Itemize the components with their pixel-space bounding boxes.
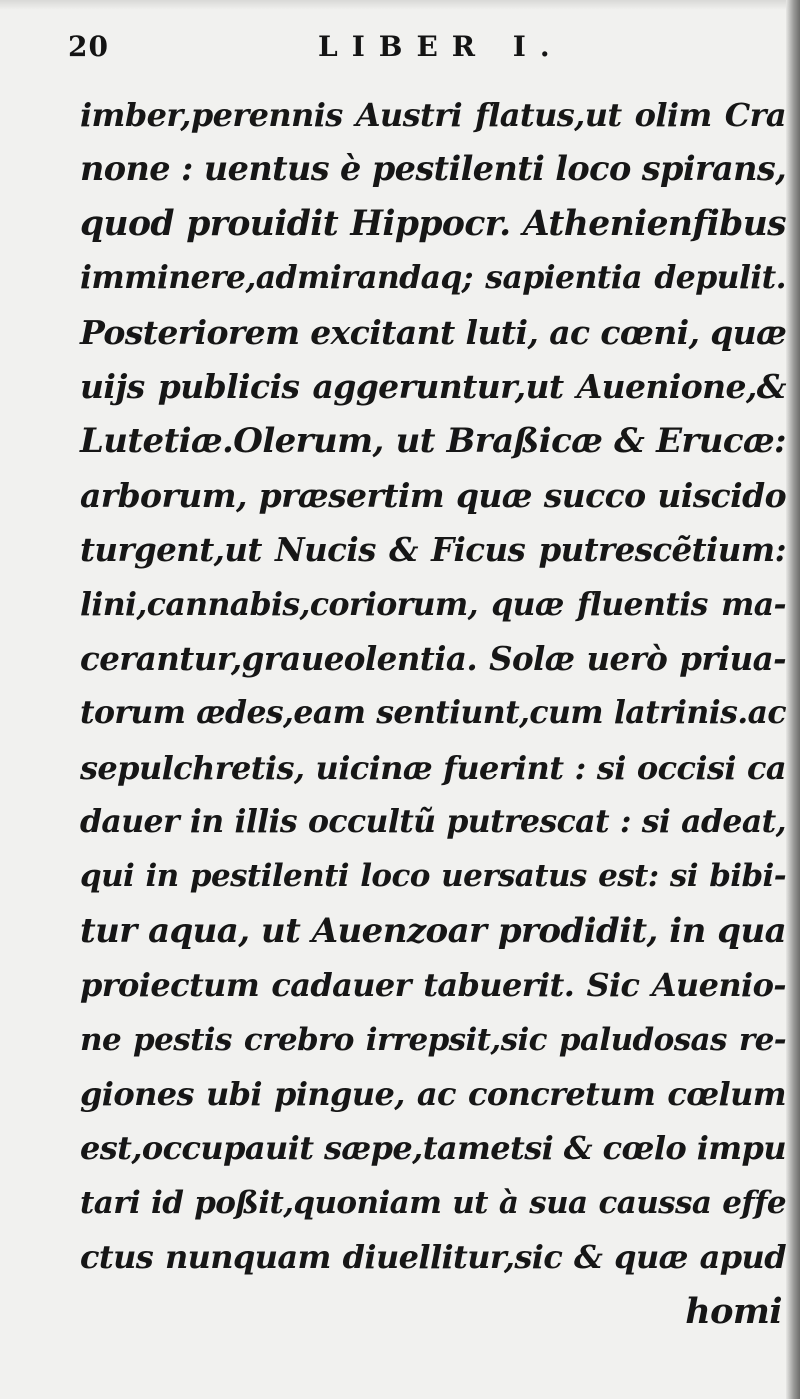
body-text <box>80 88 786 1339</box>
text-line: imminere,admirandaq; sapientia depulit. <box>80 259 786 297</box>
text-line: proiectum cadauer tabuerit. Sic Auenio- <box>80 966 786 1005</box>
text-line: ctus nunquam diuellitur,sic & quæ apud <box>80 1238 786 1277</box>
text-line: sepulchretis, uicinæ fuerint : si occisi ca <box>80 748 786 787</box>
text-line: quod prouidit Hippocr. Athenienfibus <box>80 203 786 244</box>
text-line: tur aqua, ut Auenzoar prodidit, in qua <box>80 910 786 951</box>
text-line: none : uentus è pestilenti loco spirans, <box>80 149 787 189</box>
page-header <box>68 28 588 68</box>
page-gutter-edge <box>786 0 800 1399</box>
text-line: qui in pestilenti loco uersatus est: si bibi- <box>80 858 786 895</box>
text-line: dauer in illis occultũ putrescat : si adeat, <box>80 803 786 841</box>
text-line: turgent,ut Nucis & Ficus putrescẽtium: <box>80 530 786 570</box>
text-line: imber,perennis Austri flatus,ut olim Cra <box>80 96 786 134</box>
catchword: homi <box>685 1290 782 1332</box>
text-line: Posteriorem excitant luti, ac cœni, quæ <box>80 312 787 352</box>
page-number: 20 <box>68 30 109 63</box>
text-line: uijs publicis aggeruntur,ut Auenione,& <box>80 366 786 406</box>
text-line: giones ubi pingue, ac concretum cœlum <box>80 1075 786 1114</box>
text-line: est,occupauit sæpe,tametsi & cœlo impu <box>80 1129 786 1168</box>
text-line: torum ædes,eam sentiunt,cum latrinis.ac <box>80 694 786 732</box>
text-line: ne pestis crebro irrepsit,sic paludosas re- <box>80 1021 786 1058</box>
running-title: LIBER I. <box>318 30 564 63</box>
text-line: lini,cannabis,coriorum, quæ fluentis ma- <box>80 585 786 623</box>
text-line: tari id poßit,quoniam ut à sua caussa effe <box>80 1184 786 1221</box>
page-top-shadow <box>0 0 800 10</box>
text-line: cerantur,graueolentia. Solæ uerò priua- <box>80 638 786 678</box>
text-line: Lutetiæ.Olerum, ut Braßicæ & Erucæ: <box>80 421 786 462</box>
text-line: arborum, præsertim quæ succo uiscido <box>80 475 786 515</box>
